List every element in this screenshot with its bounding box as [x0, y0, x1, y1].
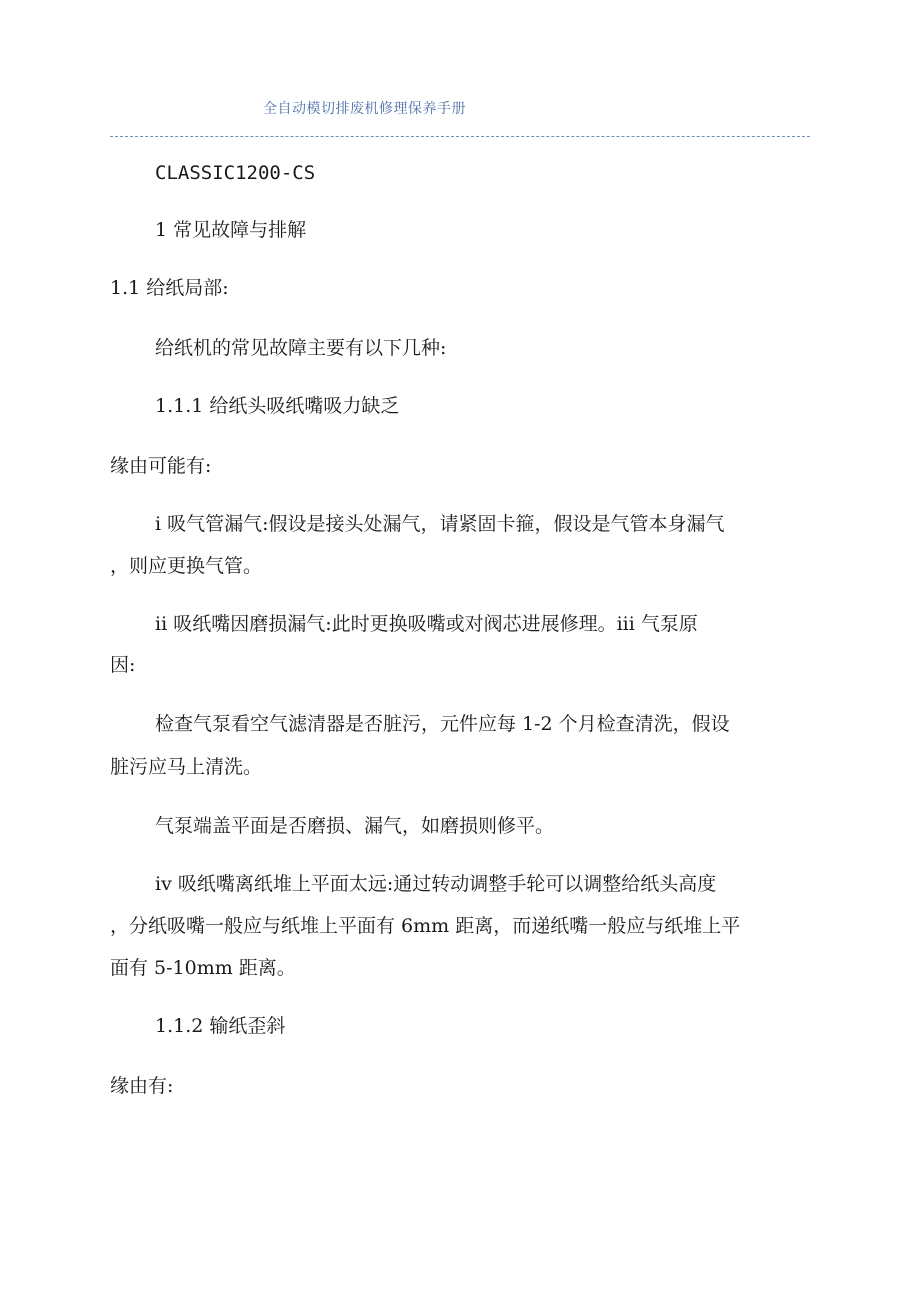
- cause-item-iv-line-1: iv 吸纸嘴离纸堆上平面太远:通过转动调整手轮可以调整给纸头高度: [155, 873, 717, 895]
- cause-item-i-line-2: ，则应更换气管。: [110, 555, 263, 577]
- section-heading-1-1: 1.1 给纸局部:: [110, 277, 229, 299]
- cause-item-ii-line-1: ii 吸纸嘴因磨损漏气:此时更换吸嘴或对阀芯进展修理。iii 气泵原: [155, 613, 698, 635]
- cause-item-iv-line-2: ，分纸吸嘴一般应与纸堆上平面有 6mm 距离，而递纸嘴一般应与纸堆上平: [110, 915, 741, 937]
- section-heading-1: 1 常见故障与排解: [155, 219, 307, 241]
- cause-item-ii-line-2: 因:: [110, 654, 136, 676]
- cause-item-iv-line-3: 面有 5-10mm 距离。: [110, 957, 296, 979]
- causes-label-2: 缘由有:: [110, 1075, 174, 1097]
- section-heading-1-1-1: 1.1.1 给纸头吸纸嘴吸力缺乏: [155, 395, 400, 417]
- page-header-title: 全自动模切排废机修理保养手册: [263, 101, 466, 117]
- header-divider: [110, 136, 810, 137]
- section-heading-1-1-2: 1.1.2 输纸歪斜: [155, 1015, 286, 1037]
- causes-label: 缘由可能有:: [110, 455, 212, 477]
- model-name: CLASSIC1200-CS: [155, 162, 316, 184]
- cause-item-i-line-1: i 吸气管漏气:假设是接头处漏气，请紧固卡箍，假设是气管本身漏气: [155, 513, 725, 535]
- check-paragraph-line-2: 脏污应马上清洗。: [110, 756, 263, 778]
- pump-cover-paragraph: 气泵端盖平面是否磨损、漏气，如磨损则修平。: [155, 815, 555, 837]
- check-paragraph-line-1: 检查气泵看空气滤清器是否脏污，元件应每 1-2 个月检查清洗，假设: [155, 713, 730, 735]
- intro-paragraph: 给纸机的常见故障主要有以下几种:: [155, 337, 447, 359]
